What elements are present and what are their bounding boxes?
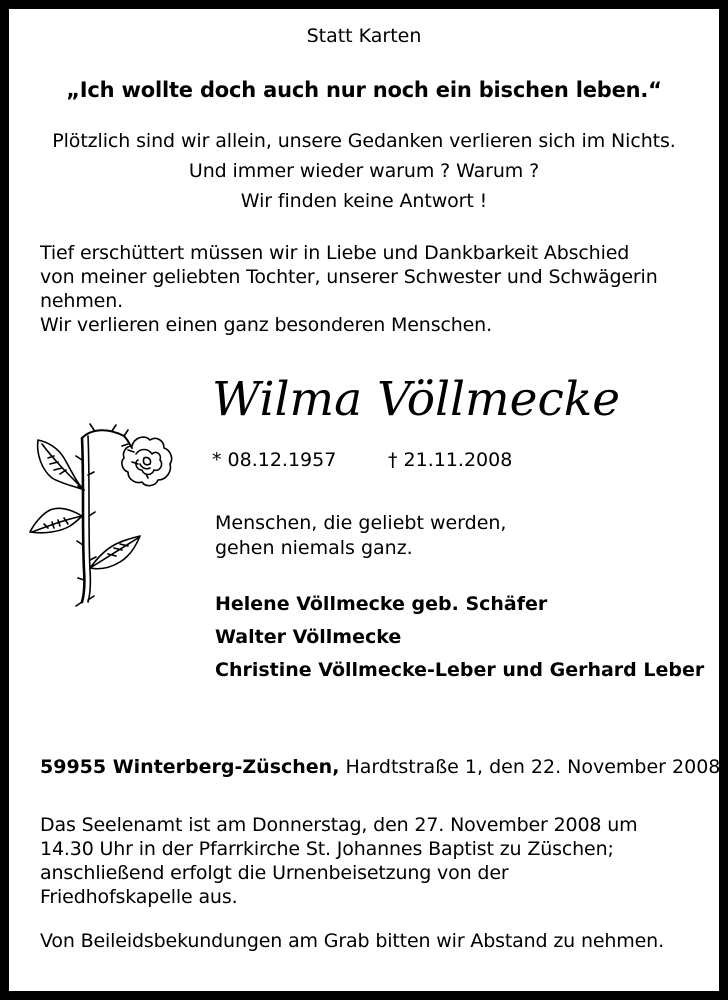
intro-line: von meiner geliebten Tochter, unserer Schwester und Schwägerin	[40, 266, 658, 288]
mourner-name: Helene Völlmecke geb. Schäfer	[215, 593, 548, 615]
poem-line: Wir finden keine Antwort !	[240, 190, 488, 212]
poem	[0, 126, 728, 216]
saying-line: Menschen, die geliebt werden,	[215, 512, 507, 534]
quote-text: „Ich wollte doch auch nur noch ein bischen leben.“	[66, 78, 662, 102]
header-text: Statt Karten	[306, 25, 422, 47]
poem-line: Und immer wieder warum ? Warum ?	[188, 160, 540, 182]
mourners-list	[215, 588, 704, 687]
mourner-name: Christine Völlmecke-Leber und Gerhard Leber	[215, 659, 705, 681]
place-date-line	[40, 756, 720, 778]
place-address-date: Hardtstraße 1, den 22. November 2008	[339, 756, 721, 778]
intro-line: nehmen.	[40, 290, 124, 312]
mourner-name: Walter Völlmecke	[215, 626, 402, 648]
saying-line: gehen niemals ganz.	[215, 537, 413, 559]
service-line: Friedhofskapelle aus.	[40, 886, 238, 908]
place-town: 59955 Winterberg-Züschen,	[40, 756, 340, 778]
intro-line: Tief erschüttert müssen wir in Liebe und Dankbarkeit Abschied	[40, 242, 630, 264]
poem-line: Plötzlich sind wir allein, unsere Gedanken verlieren sich im Nichts.	[52, 130, 676, 152]
death-date: † 21.11.2008	[388, 449, 513, 471]
service-line: anschließend erfolgt die Urnenbeisetzung von der	[40, 862, 509, 884]
memorial-saying	[215, 511, 506, 561]
service-line: 14.30 Uhr in der Pfarrkirche St. Johannes Baptist zu Züschen;	[40, 838, 614, 860]
service-paragraph	[40, 813, 638, 909]
closing-note: Von Beileidsbekundungen am Grab bitten wir Abstand zu nehmen.	[40, 930, 664, 952]
service-line: Das Seelenamt ist am Donnerstag, den 27. November 2008 um	[40, 814, 638, 836]
intro-paragraph	[40, 241, 658, 337]
intro-line: Wir verlieren einen ganz besonderen Menschen.	[40, 314, 492, 336]
birth-date: * 08.12.1957	[212, 449, 337, 471]
deceased-name: Wilma Völlmecke	[212, 372, 621, 427]
rose-icon	[24, 420, 194, 610]
